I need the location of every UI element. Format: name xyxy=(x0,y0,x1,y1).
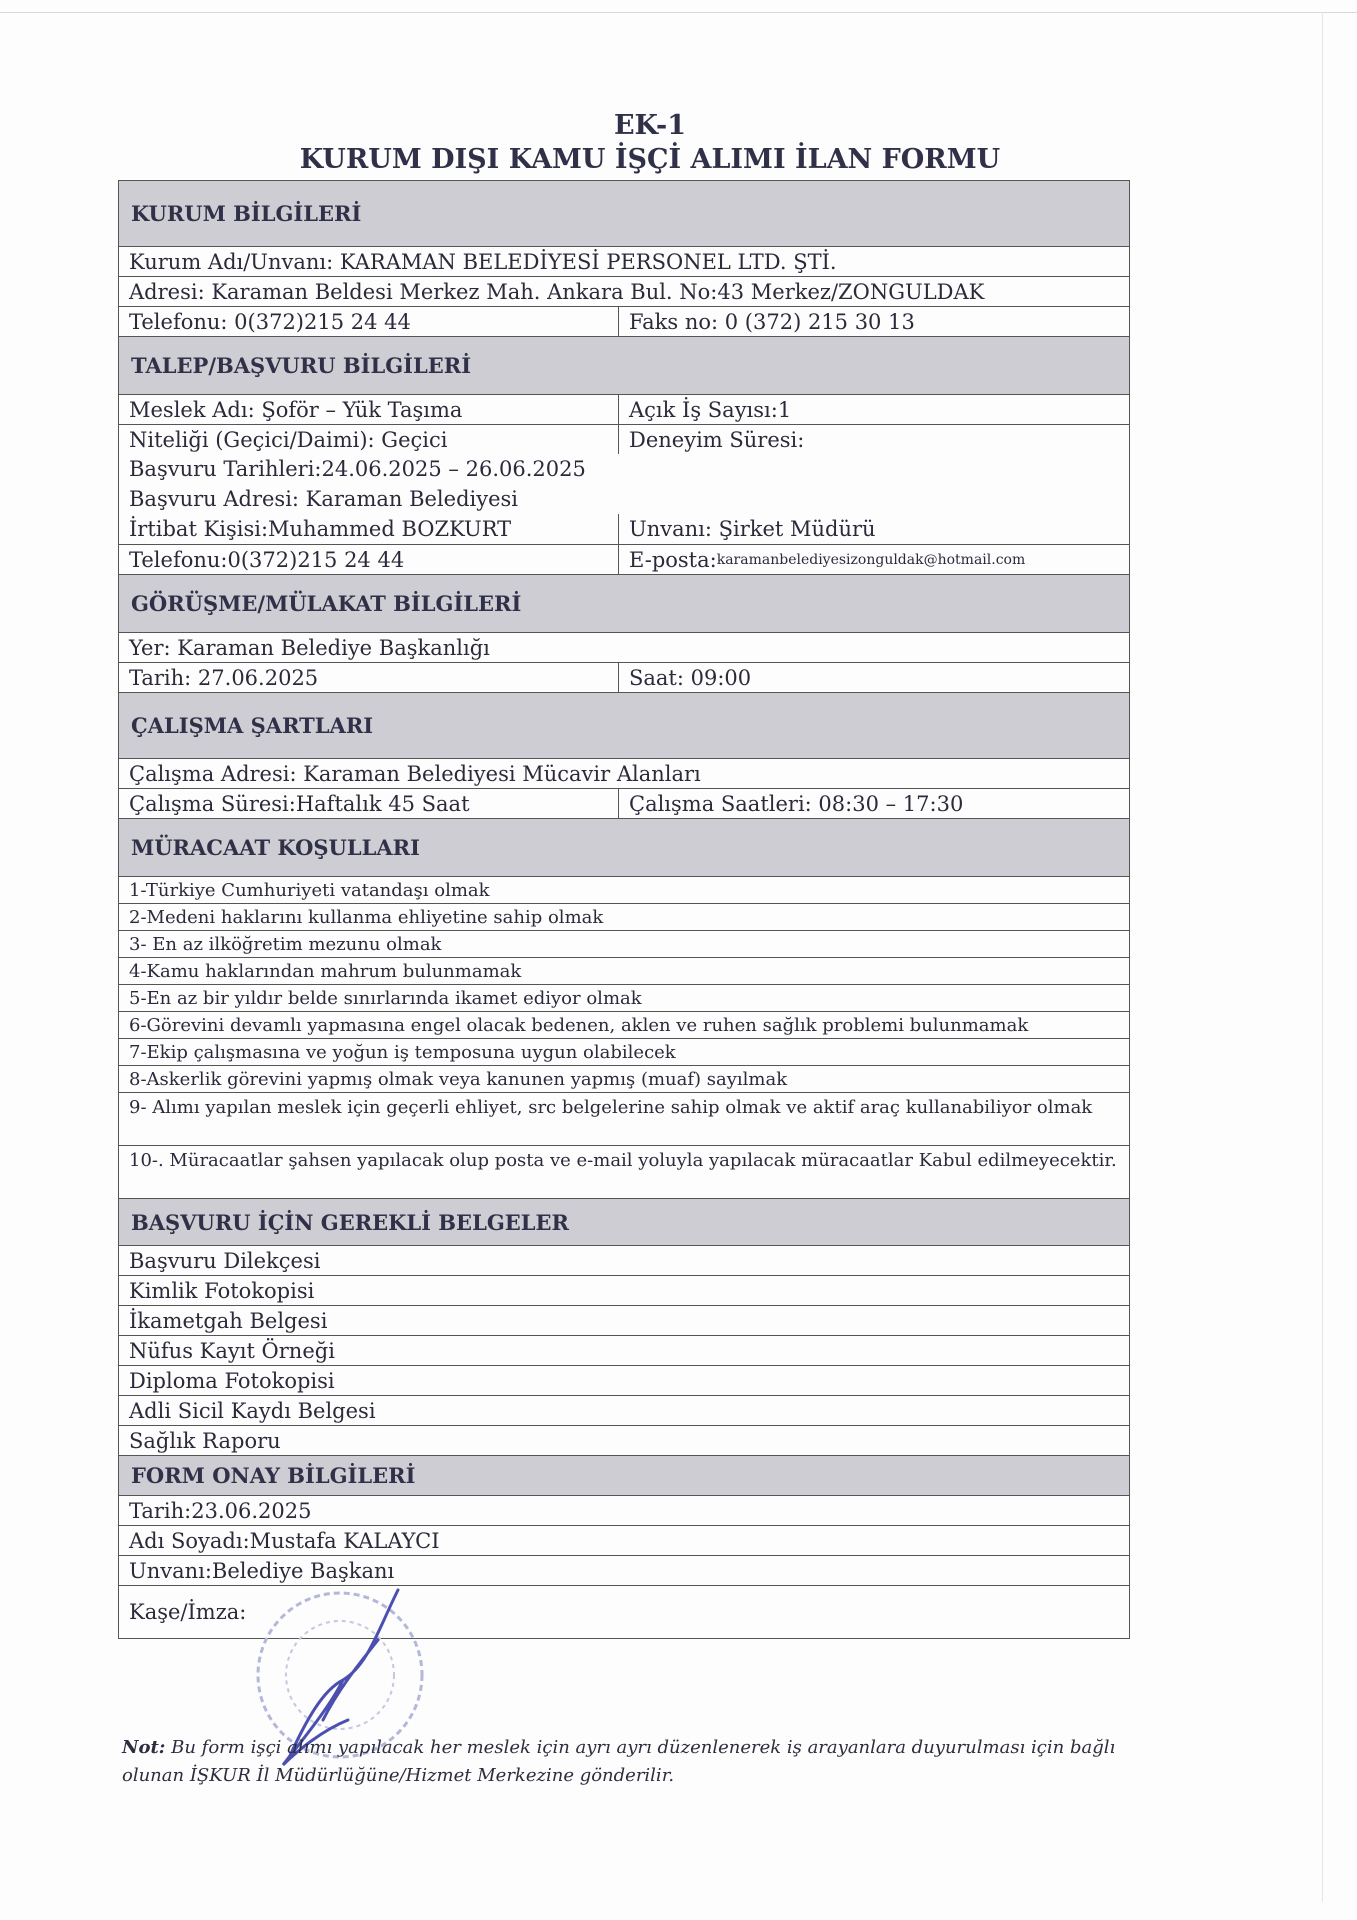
scan-edge-top xyxy=(0,12,1357,13)
contact-email xyxy=(619,545,1129,574)
row-work-duration xyxy=(118,788,1130,818)
row-profession xyxy=(118,394,1130,424)
application-dates: Başvuru Tarihleri:24.06.2025 – 26.06.2025 xyxy=(129,457,586,481)
interview-time: Saat: 09:00 xyxy=(629,665,752,690)
note-label: Not: xyxy=(122,1737,166,1758)
row-nature xyxy=(118,424,1130,454)
work-duration: Çalışma Süresi:Haftalık 45 Saat xyxy=(119,789,619,818)
condition-item: 8-Askerlik görevini yapmış olmak veya kanunen yapmış (muaf) sayılmak xyxy=(129,1068,788,1090)
section-header-muracaat: MÜRACAAT KOŞULLARI xyxy=(118,818,1130,876)
institution-address: Adresi: Karaman Beldesi Merkez Mah. Ankara Bul. No:43 Merkez/ZONGULDAK xyxy=(129,279,985,304)
document-item: Adli Sicil Kaydı Belgesi xyxy=(129,1398,376,1423)
document-row xyxy=(118,1305,1130,1335)
institution-phone: Telefonu: 0(372)215 24 44 xyxy=(119,307,619,336)
document-row xyxy=(118,1365,1130,1395)
condition-row xyxy=(118,930,1130,957)
document-item: Nüfus Kayıt Örneği xyxy=(129,1338,335,1363)
condition-row xyxy=(118,1065,1130,1092)
condition-item: 6-Görevini devamlı yapmasına engel olacak bedenen, aklen ve ruhen sağlık problemi bulunmamak xyxy=(129,1014,1029,1036)
document-item: İkametgah Belgesi xyxy=(129,1308,328,1333)
interview-place: Yer: Karaman Belediye Başkanlığı xyxy=(129,635,490,660)
document-item: Kimlik Fotokopisi xyxy=(129,1278,315,1303)
interview-date: Tarih: 27.06.2025 xyxy=(119,663,619,692)
approval-date: Tarih:23.06.2025 xyxy=(129,1498,312,1523)
condition-item: 9- Alımı yapılan meslek için geçerli ehliyet, src belgelerine sahip olmak ve aktif araç kullanabiliyor olmak xyxy=(129,1097,1093,1118)
contact-person: İrtibat Kişisi:Muhammed BOZKURT xyxy=(119,514,619,544)
condition-row xyxy=(118,1038,1130,1065)
document-row xyxy=(118,1335,1130,1365)
condition-row xyxy=(118,1145,1130,1198)
row-work-address xyxy=(118,758,1130,788)
application-address: Başvuru Adresi: Karaman Belediyesi xyxy=(129,487,519,511)
work-address: Çalışma Adresi: Karaman Belediyesi Mücavir Alanları xyxy=(129,761,701,786)
note-text: Bu form işçi alımı yapılacak her meslek için ayrı ayrı düzenlenerek iş arayanlara duyurulması için bağlı olunan İŞKUR İl Müdürlüğüne/Hizmet Merkezine gönderilir. xyxy=(122,1737,1116,1786)
condition-item: 2-Medeni haklarını kullanma ehliyetine sahip olmak xyxy=(129,906,604,928)
document-item: Başvuru Dilekçesi xyxy=(129,1248,321,1273)
condition-row xyxy=(118,1092,1130,1145)
document-item: Diploma Fotokopisi xyxy=(129,1368,335,1393)
document-row xyxy=(118,1395,1130,1425)
document-row xyxy=(118,1245,1130,1275)
form-title: KURUM DIŞI KAMU İŞÇİ ALIMI İLAN FORMU xyxy=(299,144,1001,175)
job-nature: Niteliği (Geçici/Daimi): Geçici xyxy=(119,425,619,454)
section-header-calisma: ÇALIŞMA ŞARTLARI xyxy=(118,692,1130,758)
row-institution-name xyxy=(118,246,1130,276)
section-header-gorusme: GÖRÜŞME/MÜLAKAT BİLGİLERİ xyxy=(118,574,1130,632)
application-form-table xyxy=(118,180,1130,1639)
row-interview-place xyxy=(118,632,1130,662)
row-approval-date xyxy=(118,1495,1130,1525)
institution-name: Kurum Adı/Unvanı: KARAMAN BELEDİYESİ PERSONEL LTD. ŞTİ. xyxy=(129,249,837,274)
footer-note xyxy=(122,1734,1162,1790)
email-value: karamanbelediyesizonguldak@hotmail.com xyxy=(716,551,1026,568)
approval-title: Unvanı:Belediye Başkanı xyxy=(129,1558,395,1583)
condition-item: 3- En az ilköğretim mezunu olmak xyxy=(129,933,442,955)
row-approval-name xyxy=(118,1525,1130,1555)
profession: Meslek Adı: Şoför – Yük Taşıma xyxy=(119,395,619,424)
condition-item: 5-En az bir yıldır belde sınırlarında ikamet ediyor olmak xyxy=(129,987,642,1009)
document-row xyxy=(118,1275,1130,1305)
contact-phone: Telefonu:0(372)215 24 44 xyxy=(119,545,619,574)
row-contact-person xyxy=(118,514,1130,544)
email-label: E-posta: xyxy=(629,547,717,572)
row-interview-date xyxy=(118,662,1130,692)
condition-row xyxy=(118,903,1130,930)
row-application-address xyxy=(118,484,1130,514)
row-application-dates xyxy=(118,454,1130,484)
condition-row xyxy=(118,1011,1130,1038)
condition-item: 1-Türkiye Cumhuriyeti vatandaşı olmak xyxy=(129,879,490,901)
scan-edge-right xyxy=(1322,12,1323,1902)
approval-name: Adı Soyadı:Mustafa KALAYCI xyxy=(129,1528,440,1553)
condition-item: 10-. Müracaatlar şahsen yapılacak olup posta ve e-mail yoluyla yapılacak müracaatlar Kabul edilmeyecektir. xyxy=(129,1150,1117,1171)
row-institution-contact xyxy=(118,306,1130,336)
row-institution-address xyxy=(118,276,1130,306)
annex-label: EK-1 xyxy=(613,110,687,141)
document-row xyxy=(118,1425,1130,1455)
section-header-talep: TALEP/BAŞVURU BİLGİLERİ xyxy=(118,336,1130,394)
condition-row xyxy=(118,957,1130,984)
stamp-signature-label: Kaşe/İmza: xyxy=(129,1600,247,1624)
condition-row xyxy=(118,984,1130,1011)
trial-period: Deneyim Süresi: xyxy=(629,427,805,452)
condition-item: 7-Ekip çalışmasına ve yoğun iş temposuna uygun olabilecek xyxy=(129,1041,676,1063)
document-item: Sağlık Raporu xyxy=(129,1428,281,1453)
condition-item: 4-Kamu haklarından mahrum bulunmamak xyxy=(129,960,522,982)
institution-fax: Faks no: 0 (372) 215 30 13 xyxy=(629,309,915,334)
row-contact-phone xyxy=(118,544,1130,574)
section-header-kurum: KURUM BİLGİLERİ xyxy=(118,180,1130,246)
work-hours: Çalışma Saatleri: 08:30 – 17:30 xyxy=(629,791,964,816)
contact-title: Unvanı: Şirket Müdürü xyxy=(629,517,876,541)
condition-row xyxy=(118,876,1130,903)
open-jobs: Açık İş Sayısı:1 xyxy=(629,397,792,422)
section-header-belgeler: BAŞVURU İÇİN GEREKLİ BELGELER xyxy=(118,1198,1130,1245)
section-header-onay: FORM ONAY BİLGİLERİ xyxy=(118,1455,1130,1495)
